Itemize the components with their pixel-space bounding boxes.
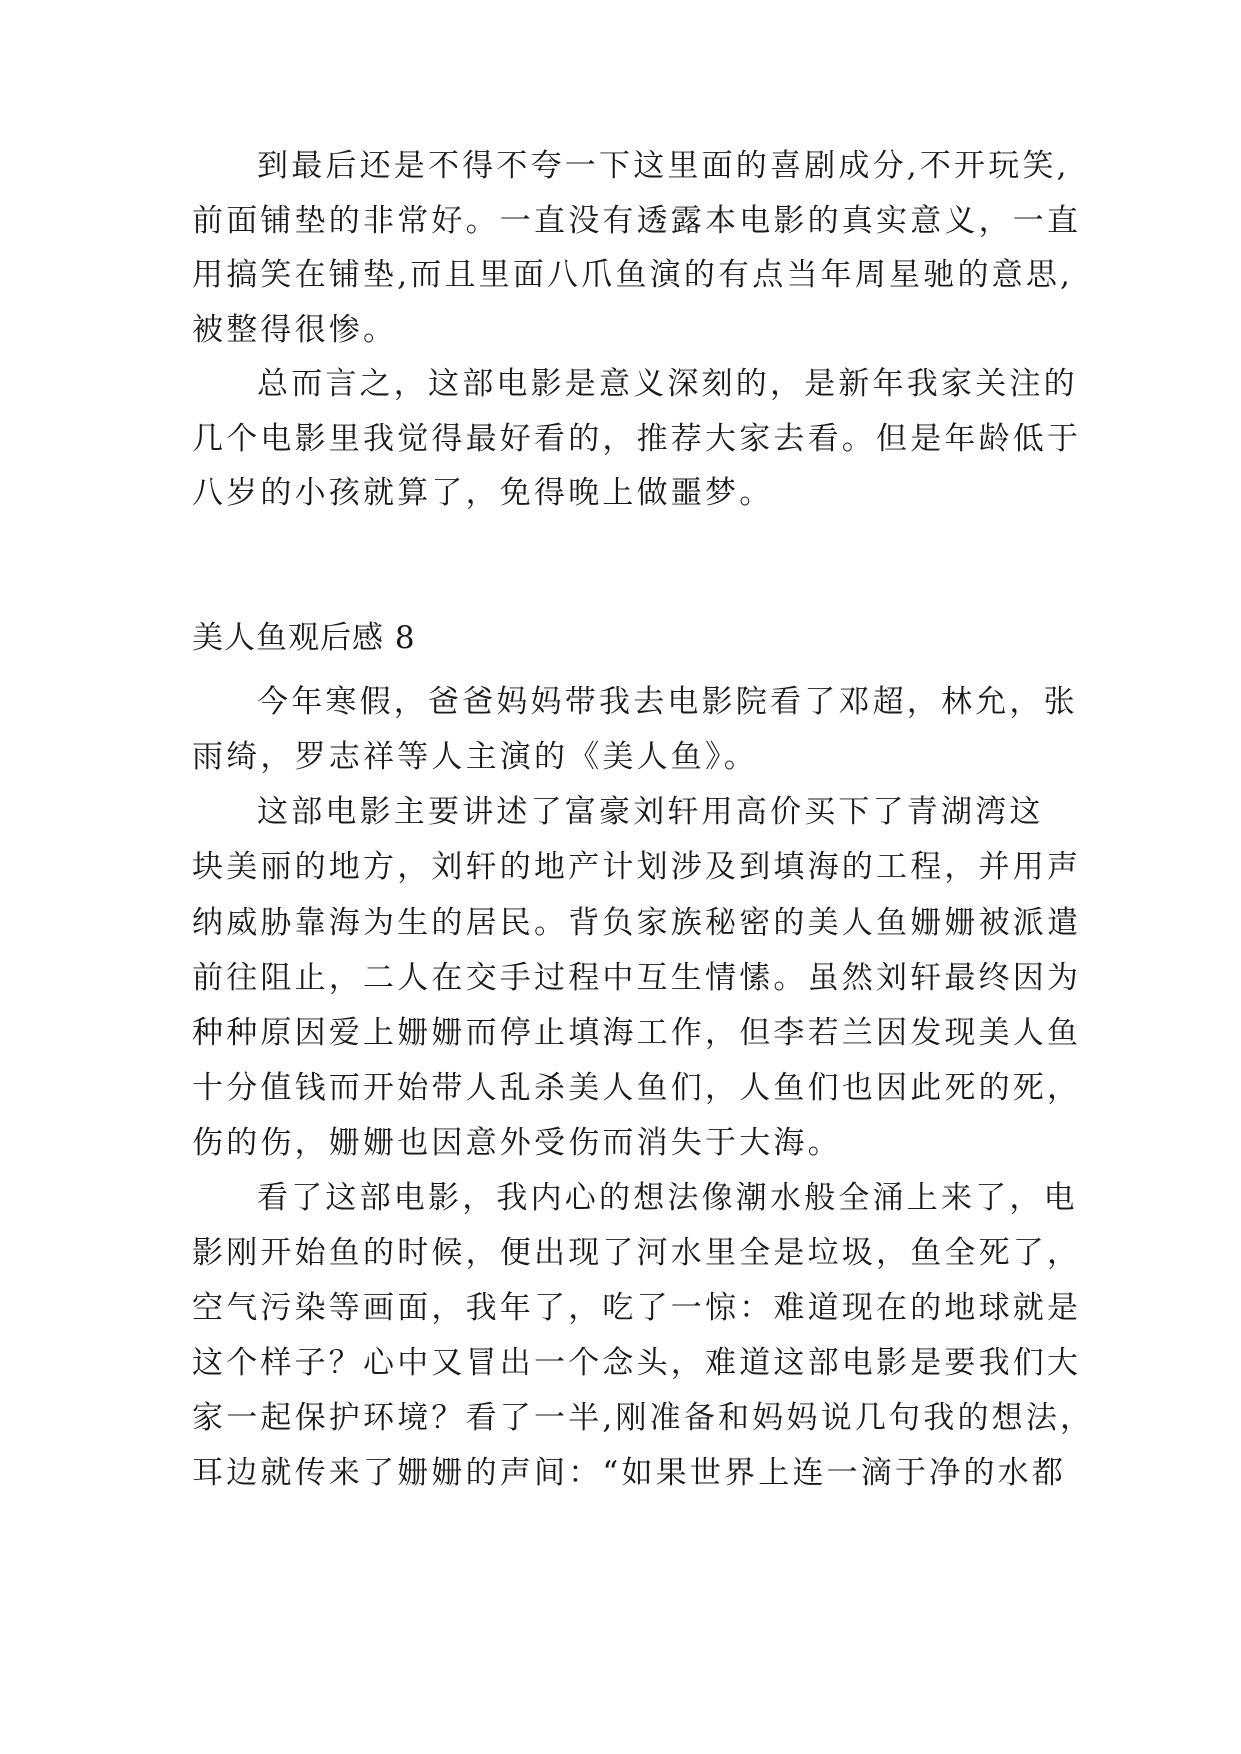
text-line: 块美丽的地方，刘轩的地产计划涉及到填海的工程，并用声	[192, 849, 1082, 885]
text-line: 到最后还是不得不夸一下这里面的喜剧成分,不开玩笑,	[257, 148, 1070, 184]
text-line: 雨绮，罗志祥等人主演的《美人鱼》。	[192, 739, 758, 775]
text-line: 家一起保护环境？看了一半,刚准备和妈妈说几句我的想法，	[192, 1400, 1095, 1436]
text-line: 影刚开始鱼的时候，便出现了河水里全是垃圾，鱼全死了，	[192, 1235, 1082, 1271]
text-line: 耳边就传来了姗姗的声间：“如果世界上连一滴于净的水都	[192, 1455, 1067, 1491]
text-line: 前面铺垫的非常好。一直没有透露本电影的真实意义，一直	[192, 203, 1082, 239]
text-line: 这个样子？心中又冒出一个念头，难道这部电影是要我们大	[192, 1345, 1082, 1381]
text-line: 十分值钱而开始带人乱杀美人鱼们，人鱼们也因此死的死，	[192, 1070, 1082, 1106]
text-line: 种种原因爱上姗姗而停止填海工作，但李若兰因发现美人鱼	[192, 1015, 1082, 1051]
text-line: 用搞笑在铺垫,而且里面八爪鱼演的有点当年周星驰的意思,	[192, 257, 1074, 293]
text-line: 这部电影主要讲述了富豪刘轩用高价买下了青湖湾这	[257, 794, 1044, 830]
text-line: 八岁的小孩就算了，免得晚上做噩梦。	[192, 475, 774, 511]
text-line: 伤的伤，姗姗也因意外受伤而消失于大海。	[192, 1125, 842, 1161]
text-line: 今年寒假，爸爸妈妈带我去电影院看了邓超，林允，张	[257, 684, 1078, 720]
text-line: 纳威胁靠海为生的居民。背负家族秘密的美人鱼姗姗被派遣	[192, 905, 1082, 941]
text-line: 看了这部电影，我内心的想法像潮水般全涌上来了，电	[257, 1180, 1078, 1216]
section-title: 美人鱼观后感 8	[192, 620, 416, 656]
text-line: 空气污染等画面，我年了，吃了一惊：难道现在的地球就是	[192, 1290, 1082, 1326]
text-line: 被整得很惨。	[192, 312, 398, 348]
text-line: 前往阻止，二人在交手过程中互生情愫。虽然刘轩最终因为	[192, 960, 1082, 996]
text-line: 几个电影里我觉得最好看的，推荐大家去看。但是年龄低于	[192, 421, 1082, 457]
text-line: 总而言之，这部电影是意义深刻的，是新年我家关注的	[257, 366, 1078, 402]
